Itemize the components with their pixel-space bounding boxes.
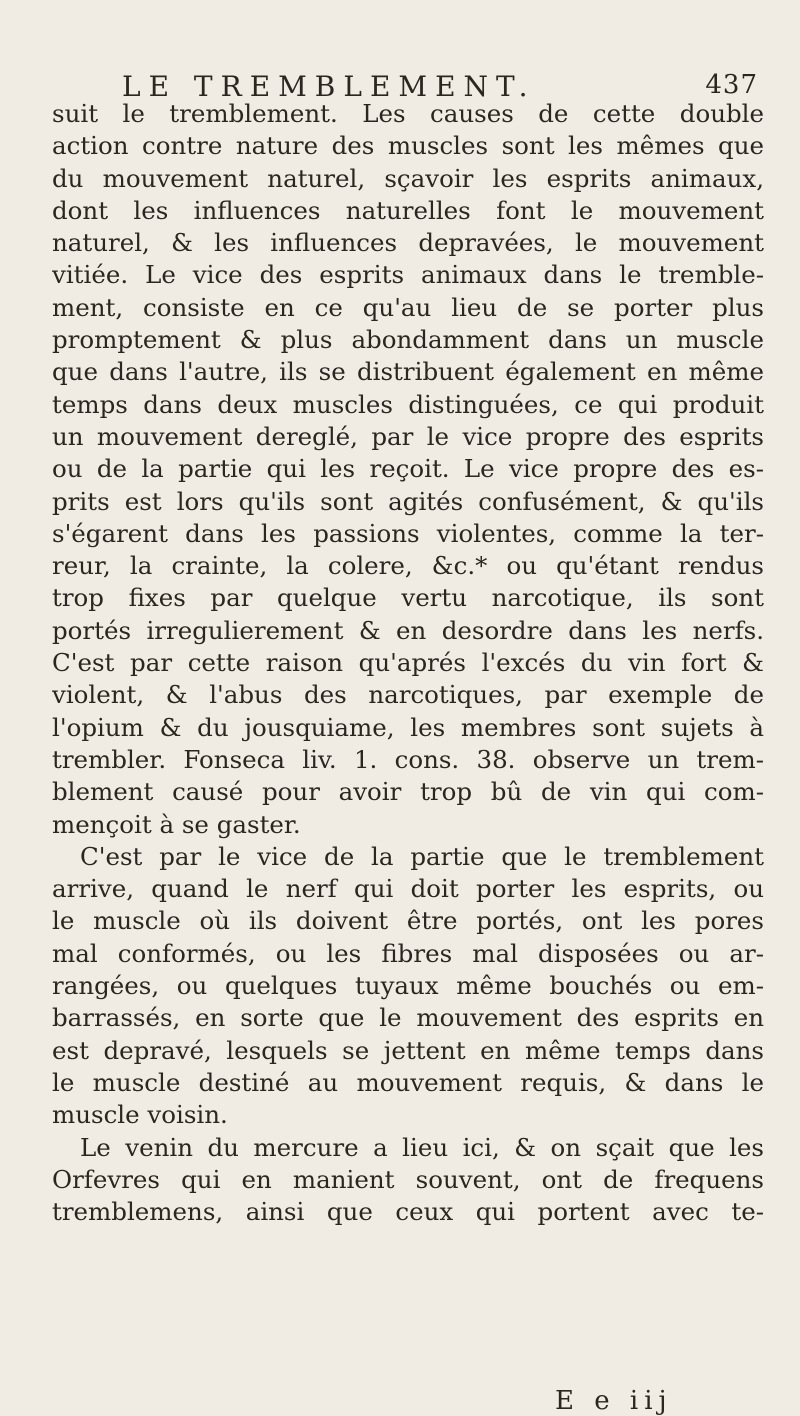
text-line: arrive, quand le nerf qui doit porter les esprits, ou bbox=[52, 874, 764, 904]
text-line: action contre nature des muscles sont les mêmes que bbox=[52, 131, 764, 161]
text-line: tremblemens, ainsi que ceux qui portent avec te- bbox=[52, 1197, 764, 1227]
text-line: le muscle destiné au mouvement requis, & dans le bbox=[52, 1067, 764, 1097]
text-line: violent, & l'abus des narcotiques, par exemple de bbox=[52, 680, 764, 710]
signature-mark: E e iij bbox=[555, 1386, 673, 1416]
body-text bbox=[52, 98, 764, 1228]
text-line: prits est lors qu'ils sont agités confusément, & qu'ils bbox=[52, 486, 764, 516]
text-line: l'opium & du jousquiame, les membres sont sujets à bbox=[52, 712, 764, 742]
text-line: s'égarent dans les passions violentes, comme la ter- bbox=[52, 518, 764, 548]
page-header bbox=[52, 58, 764, 103]
text-line: C'est par cette raison qu'aprés l'excés du vin fort & bbox=[52, 648, 764, 678]
running-title: LE TREMBLEMENT. bbox=[122, 70, 536, 103]
text-line: muscle voisin. bbox=[52, 1100, 228, 1130]
text-line: du mouvement naturel, sçavoir les esprits animaux, bbox=[52, 163, 764, 193]
text-line: est depravé, lesquels se jettent en même temps dans bbox=[52, 1035, 764, 1065]
text-line: le muscle où ils doivent être portés, ont les pores bbox=[52, 906, 764, 936]
text-line: C'est par le vice de la partie que le tremblement bbox=[80, 841, 764, 871]
text-line: rangées, ou quelques tuyaux même bouchés ou em- bbox=[52, 971, 764, 1001]
text-line: mal conformés, ou les fibres mal disposées ou ar- bbox=[52, 938, 764, 968]
text-line: temps dans deux muscles distinguées, ce qui produit bbox=[52, 389, 764, 419]
text-line: ou de la partie qui les reçoit. Le vice propre des es- bbox=[52, 454, 764, 484]
text-line: naturel, & les influences depravées, le mouvement bbox=[52, 228, 764, 258]
text-line: vitiée. Le vice des esprits animaux dans le tremble- bbox=[52, 260, 764, 290]
text-line: blement causé pour avoir trop bû de vin qui com- bbox=[52, 777, 764, 807]
text-line: reur, la crainte, la colere, &c.* ou qu'étant rendus bbox=[52, 551, 764, 581]
text-line: Le venin du mercure a lieu ici, & on sçait que les bbox=[80, 1132, 764, 1162]
text-line: un mouvement dereglé, par le vice propre des esprits bbox=[52, 421, 764, 451]
text-line: ment, consiste en ce qu'au lieu de se porter plus bbox=[52, 292, 764, 322]
text-line: mençoit à se gaster. bbox=[52, 809, 301, 839]
text-line: dont les influences naturelles font le mouvement bbox=[52, 195, 764, 225]
text-line: trembler. Fonseca liv. 1. cons. 38. observe un trem- bbox=[52, 744, 764, 774]
text-line: trop fixes par quelque vertu narcotique, ils sont bbox=[52, 583, 764, 613]
text-line: Orfevres qui en manient souvent, ont de frequens bbox=[52, 1164, 764, 1194]
text-line: suit le tremblement. Les causes de cette double bbox=[52, 99, 764, 128]
text-line: promptement & plus abondamment dans un muscle bbox=[52, 325, 764, 355]
text-line: portés irregulierement & en desordre dans les nerfs. bbox=[52, 615, 764, 645]
text-line: que dans l'autre, ils se distribuent également en même bbox=[52, 357, 764, 387]
page-number: 437 bbox=[705, 70, 758, 100]
text-line: barrassés, en sorte que le mouvement des esprits en bbox=[52, 1003, 764, 1033]
